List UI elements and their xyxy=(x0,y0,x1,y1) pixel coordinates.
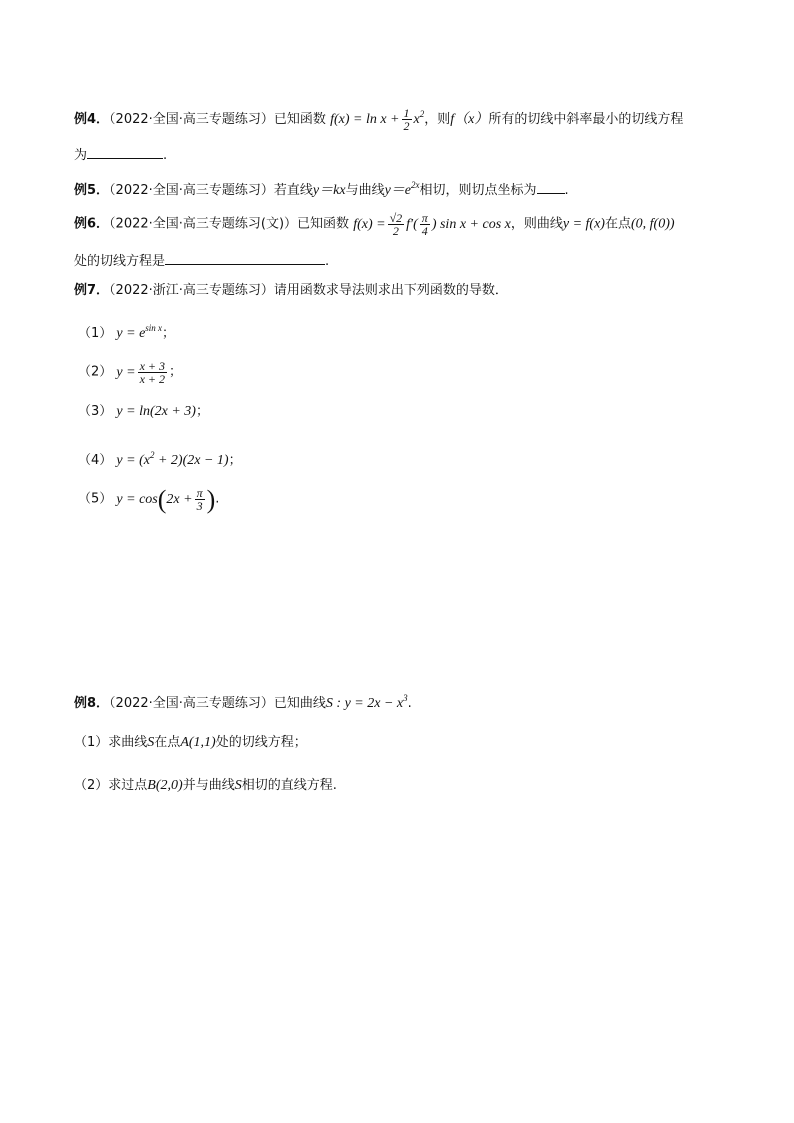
example-8-source: （2022·全国·高三专题练习） xyxy=(109,696,274,711)
point-a: A(1,1) xyxy=(180,735,216,750)
example-7-item-1 xyxy=(78,318,175,344)
example-6-text: ，则曲线 xyxy=(510,216,563,232)
example-5-text: 与曲线 xyxy=(345,183,385,198)
expression-base: y = e xyxy=(116,326,146,341)
point-b: B(2,0) xyxy=(147,778,183,793)
example-7-item-4 xyxy=(78,445,242,471)
example-8-text: 已知曲线 xyxy=(273,696,326,711)
fraction-numerator: π xyxy=(421,211,428,225)
example-6-text: 已知函数 xyxy=(297,216,350,232)
example-5-label: 例5． xyxy=(74,183,110,198)
example-7-label: 例7． xyxy=(74,283,110,298)
question-number: （1） xyxy=(74,735,109,750)
exponent: 3 xyxy=(403,693,408,703)
example-6-text: 在点 xyxy=(604,216,631,232)
function-lhs: f(x) = xyxy=(353,216,386,232)
example-6-source: （2022·全国·高三专题练习(文)） xyxy=(109,216,298,232)
answer-blank[interactable] xyxy=(537,179,565,194)
answer-blank[interactable] xyxy=(87,144,163,159)
left-paren: ( xyxy=(157,484,167,514)
curve-equation: y = f(x) xyxy=(562,216,605,232)
item-expression: y = ln(2x + 3) xyxy=(116,404,196,419)
question-text: 求过点 xyxy=(108,778,148,793)
item-expression xyxy=(116,484,216,514)
example-4-text: 为 xyxy=(74,148,88,163)
expression-base: y = (x xyxy=(116,453,150,468)
example-4-text: ，则 xyxy=(424,112,451,127)
period: . xyxy=(564,183,569,198)
curve-base: S : y = 2x − x xyxy=(325,696,404,711)
function-fx: f（x） xyxy=(450,112,489,127)
item-end: ； xyxy=(169,364,183,380)
fraction xyxy=(195,487,205,512)
exponent: 2x xyxy=(411,180,420,190)
fraction-numerator: x + 3 xyxy=(139,359,166,373)
exponent: sin x xyxy=(145,323,163,333)
item-number: （5） xyxy=(78,491,113,507)
example-7-text: 请用函数求导法则求出下列函数的导数． xyxy=(273,283,508,298)
point-coordinates: (0, f(0)) xyxy=(630,216,675,232)
example-6-text: 处的切线方程是 xyxy=(74,254,166,269)
example-7-source: （2022·浙江·高三专题练习） xyxy=(109,283,274,298)
expression-lhs: y = xyxy=(116,364,136,380)
question-number: （2） xyxy=(74,778,109,793)
item-number: （1） xyxy=(78,326,113,341)
function-tail: ) sin x + cos x xyxy=(431,216,511,232)
function-lhs: f(x) = ln x + xyxy=(330,112,400,127)
curve-name: S xyxy=(234,778,242,793)
example-4-function xyxy=(330,106,425,134)
exponent: 2 xyxy=(149,450,155,460)
item-expression xyxy=(116,323,163,341)
right-paren: ) xyxy=(206,484,216,514)
item-number: （4） xyxy=(78,453,113,468)
expression-rest: + 2)(2x − 1) xyxy=(154,453,229,468)
item-end: ； xyxy=(162,326,176,341)
example-7-item-3 xyxy=(78,402,209,422)
curve-equation xyxy=(384,180,420,198)
example-6-line-2 xyxy=(74,250,329,272)
example-5-text: 若直线 xyxy=(273,183,313,198)
fraction xyxy=(138,360,167,385)
example-7-item-5 xyxy=(78,484,220,514)
example-4-line-2 xyxy=(74,144,167,166)
example-4-source: （2022·全国·高三专题练习） xyxy=(109,112,274,127)
item-end: . xyxy=(215,491,220,507)
fraction-denominator: 3 xyxy=(196,499,203,513)
line-equation: y＝kx xyxy=(312,183,346,198)
example-5-text: 相切，则切点坐标为 xyxy=(419,183,537,198)
fraction-pi-over-4 xyxy=(420,212,430,237)
item-number: （2） xyxy=(78,364,113,380)
period: . xyxy=(163,148,168,163)
example-8-label: 例8． xyxy=(74,696,110,711)
example-8-line xyxy=(74,688,412,714)
fraction-numerator: 1 xyxy=(403,106,410,121)
example-7-line xyxy=(74,281,508,301)
exponent: 2 xyxy=(419,109,425,119)
question-text: 并与曲线 xyxy=(182,778,235,793)
item-expression xyxy=(116,450,229,468)
expression-lhs: y = cos xyxy=(116,491,158,507)
derivative-f: f′( xyxy=(406,216,418,232)
fraction-denominator: 4 xyxy=(421,224,428,238)
period: . xyxy=(325,254,330,269)
question-text: 在点 xyxy=(154,735,181,750)
fraction-denominator: x + 2 xyxy=(139,372,166,386)
curve-equation xyxy=(325,693,408,711)
example-5-line xyxy=(74,175,569,201)
example-4-line-1 xyxy=(74,104,683,132)
variable-x: x xyxy=(413,112,420,127)
answer-blank[interactable] xyxy=(165,250,325,265)
example-6-function xyxy=(353,211,511,238)
item-expression xyxy=(116,359,169,386)
example-5-source: （2022·全国·高三专题练习） xyxy=(109,183,274,198)
question-text: 求曲线 xyxy=(108,735,148,750)
question-text: 处的切线方程； xyxy=(215,735,307,750)
example-8-question-1 xyxy=(74,733,307,753)
example-8-question-2 xyxy=(74,776,337,796)
example-4-text: 已知函数 xyxy=(273,112,326,127)
item-end: ； xyxy=(228,453,242,468)
curve-base: y＝e xyxy=(384,183,412,198)
fraction-denominator: 2 xyxy=(403,119,410,134)
period: . xyxy=(407,696,412,711)
expression-inner: 2x + xyxy=(166,491,193,507)
fraction-sqrt2-over-2 xyxy=(388,212,405,237)
fraction-one-half xyxy=(402,107,412,132)
item-end: ； xyxy=(195,404,209,419)
example-6-line-1 xyxy=(74,212,675,237)
fraction-numerator: √2 xyxy=(389,211,403,225)
question-text: 相切的直线方程. xyxy=(241,778,337,793)
fraction-numerator: π xyxy=(196,486,203,500)
item-number: （3） xyxy=(78,404,113,419)
example-6-label: 例6． xyxy=(74,216,110,232)
fraction-denominator: 2 xyxy=(392,224,399,238)
example-7-item-2 xyxy=(78,360,182,385)
example-4-label: 例4． xyxy=(74,112,110,127)
example-4-text: 所有的切线中斜率最小的切线方程 xyxy=(488,112,684,127)
curve-name: S xyxy=(147,735,155,750)
